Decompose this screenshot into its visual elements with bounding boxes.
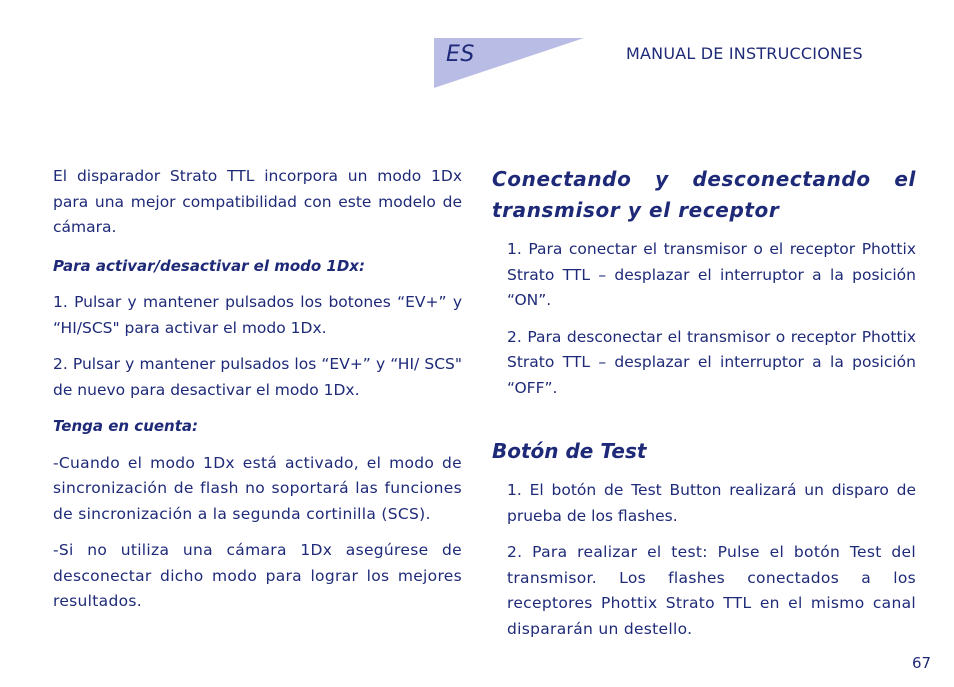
connect-step-1: 1. Para conectar el transmisor o el receptor Phottix Strato TTL – desplazar el interruptor a la posición “ON”.	[507, 240, 916, 309]
language-label: ES	[446, 42, 475, 67]
left-column	[53, 164, 462, 615]
connect-heading: Conectando y desconectando el transmisor y el receptor	[492, 167, 916, 222]
activate-step-2: 2. Pulsar y mantener pulsados los “EV+” y “HI/ SCS" de nuevo para desactivar el modo 1Dx.	[53, 355, 462, 399]
right-column	[492, 164, 916, 642]
activate-step-1: 1. Pulsar y mantener pulsados los botones “EV+” y “HI/SCS" para activar el modo 1Dx.	[53, 293, 462, 337]
page-number: 67	[912, 654, 932, 672]
note-2: -Si no utiliza una cámara 1Dx asegúrese de desconectar dicho modo para lograr los mejores resultados.	[53, 541, 462, 610]
test-heading: Botón de Test	[492, 439, 647, 463]
manual-title: MANUAL DE INSTRUCCIONES	[626, 44, 863, 63]
connect-step-2: 2. Para desconectar el transmisor o receptor Phottix Strato TTL – desplazar el interruptor a la posición “OFF”.	[507, 327, 916, 397]
intro-paragraph: El disparador Strato TTL incorpora un modo 1Dx para una mejor compatibilidad con este modelo de cámara.	[53, 167, 462, 236]
note-subheading: Tenga en cuenta:	[53, 417, 199, 435]
test-step-2: 2. Para realizar el test: Pulse el botón Test del transmisor. Los flashes conectados a los receptores Phottix Strato TTL en el mismo canal dispararán un destello.	[507, 543, 916, 638]
activate-subheading: Para activar/desactivar el modo 1Dx:	[53, 256, 365, 275]
test-step-1: 1. El botón de Test Button realizará un disparo de prueba de los flashes.	[507, 481, 916, 525]
note-1: -Cuando el modo 1Dx está activado, el modo de sincronización de flash no soportará las funciones de sincronización a la segunda cortinilla (SCS).	[53, 453, 462, 523]
